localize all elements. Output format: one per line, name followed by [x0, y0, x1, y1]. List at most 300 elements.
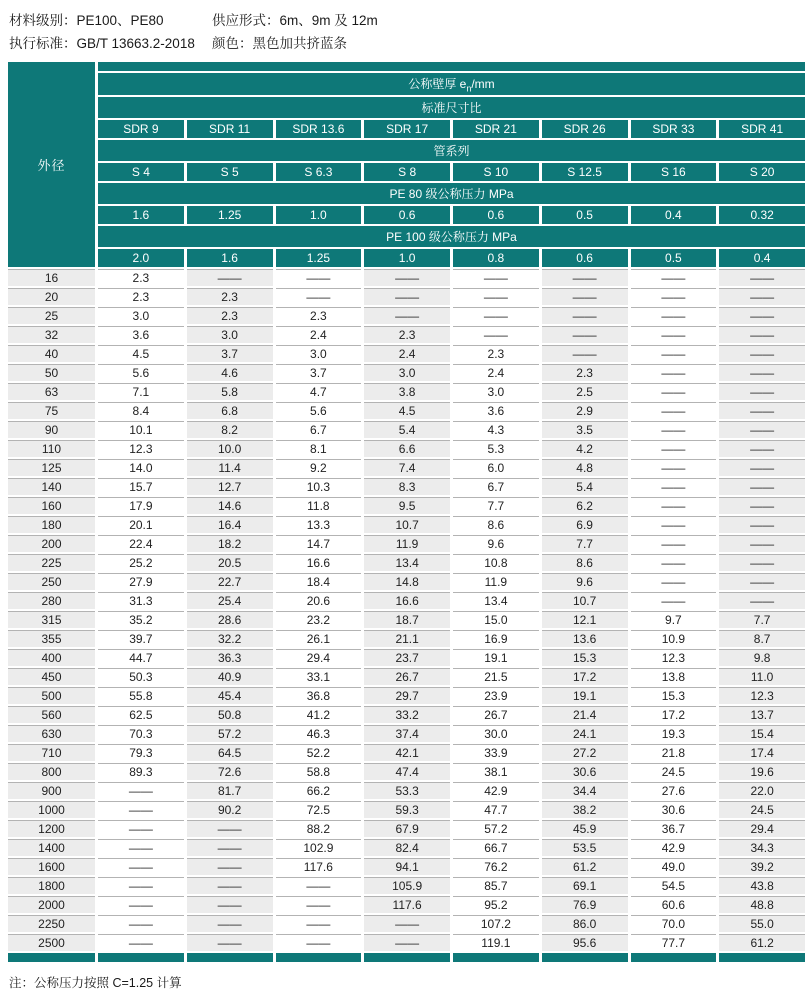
bottom-bar-segment — [628, 951, 717, 962]
thickness-cell: 6.0 — [450, 457, 539, 476]
od-value: 110 — [8, 438, 95, 457]
thickness-cell: 5.6 — [273, 400, 362, 419]
thickness-cell: 8.4 — [95, 400, 184, 419]
thickness-cell: —— — [539, 324, 628, 343]
table-row — [8, 894, 805, 913]
pe100-pressure-value: 0.5 — [628, 247, 717, 267]
thickness-cell: 18.4 — [273, 571, 362, 590]
info-line-1 — [9, 9, 812, 32]
thickness-cell: 27.6 — [628, 780, 717, 799]
thickness-cell: —— — [716, 571, 805, 590]
thickness-cell: 20.6 — [273, 590, 362, 609]
thickness-cell: —— — [716, 457, 805, 476]
thickness-cell: —— — [628, 267, 717, 286]
thickness-cell: 62.5 — [95, 704, 184, 723]
table-row — [8, 761, 805, 780]
thickness-cell: 31.3 — [95, 590, 184, 609]
thickness-cell: 4.5 — [361, 400, 450, 419]
thickness-cell: 26.7 — [450, 704, 539, 723]
wall-thickness-title: 公称壁厚 $e_n/mm$ — [95, 71, 805, 95]
thickness-cell: 7.1 — [95, 381, 184, 400]
thickness-cell: —— — [184, 875, 273, 894]
thickness-cell: —— — [273, 894, 362, 913]
thickness-cell: 23.9 — [450, 685, 539, 704]
od-value: 560 — [8, 704, 95, 723]
thickness-cell: 12.3 — [716, 685, 805, 704]
thickness-cell: —— — [716, 362, 805, 381]
thickness-cell: 2.3 — [95, 286, 184, 305]
thickness-cell: 47.7 — [450, 799, 539, 818]
thickness-cell: 4.5 — [95, 343, 184, 362]
table-row — [8, 609, 805, 628]
thickness-cell: 19.1 — [539, 685, 628, 704]
od-value: 1800 — [8, 875, 95, 894]
table-row — [8, 913, 805, 932]
od-value: 1200 — [8, 818, 95, 837]
thickness-cell: 55.0 — [716, 913, 805, 932]
thickness-cell: —— — [95, 932, 184, 951]
thickness-cell: 49.0 — [628, 856, 717, 875]
sdr-value: SDR 11 — [184, 118, 273, 138]
thickness-cell: 27.9 — [95, 571, 184, 590]
sdr-value: SDR 13.6 — [273, 118, 362, 138]
thickness-cell: 46.3 — [273, 723, 362, 742]
spec-table-header — [8, 62, 805, 267]
thickness-cell: 70.0 — [628, 913, 717, 932]
thickness-cell: —— — [184, 818, 273, 837]
thickness-cell: 53.3 — [361, 780, 450, 799]
table-row — [8, 476, 805, 495]
thickness-cell: 61.2 — [539, 856, 628, 875]
thickness-cell: 9.7 — [628, 609, 717, 628]
thickness-cell: —— — [184, 913, 273, 932]
table-row — [8, 305, 805, 324]
thickness-cell: —— — [716, 324, 805, 343]
pe100-pressure-value-row — [8, 247, 805, 267]
table-row — [8, 267, 805, 286]
od-value: 315 — [8, 609, 95, 628]
thickness-cell: 25.2 — [95, 552, 184, 571]
table-row — [8, 666, 805, 685]
info-line-2 — [9, 32, 812, 55]
thickness-cell: 13.6 — [539, 628, 628, 647]
thickness-cell: 33.1 — [273, 666, 362, 685]
table-row — [8, 514, 805, 533]
thickness-cell: 81.7 — [184, 780, 273, 799]
thickness-cell: 117.6 — [273, 856, 362, 875]
thickness-cell: 17.9 — [95, 495, 184, 514]
thickness-cell: —— — [184, 267, 273, 286]
thickness-cell: 10.1 — [95, 419, 184, 438]
thickness-cell: 2.3 — [450, 343, 539, 362]
thickness-cell: 18.7 — [361, 609, 450, 628]
thickness-cell: —— — [539, 343, 628, 362]
thickness-cell: —— — [628, 514, 717, 533]
thickness-cell: 14.6 — [184, 495, 273, 514]
thickness-cell: —— — [273, 875, 362, 894]
od-value: 355 — [8, 628, 95, 647]
thickness-cell: —— — [628, 381, 717, 400]
od-value: 140 — [8, 476, 95, 495]
thickness-cell: 37.4 — [361, 723, 450, 742]
thickness-cell: 17.4 — [716, 742, 805, 761]
sdr-value: SDR 33 — [628, 118, 717, 138]
bottom-bar-segment — [95, 951, 184, 962]
thickness-cell: 12.3 — [95, 438, 184, 457]
thickness-cell: 39.2 — [716, 856, 805, 875]
table-row — [8, 381, 805, 400]
material-grade-text: 材料级别：PE100、PE80 — [9, 13, 164, 28]
thickness-cell: —— — [716, 514, 805, 533]
thickness-cell: 2.4 — [450, 362, 539, 381]
thickness-cell: —— — [361, 267, 450, 286]
thickness-cell: 4.6 — [184, 362, 273, 381]
thickness-cell: 19.1 — [450, 647, 539, 666]
series-value: S 20 — [716, 161, 805, 181]
thickness-cell: 57.2 — [450, 818, 539, 837]
thickness-cell: 21.4 — [539, 704, 628, 723]
table-row — [8, 419, 805, 438]
thickness-cell: 60.6 — [628, 894, 717, 913]
thickness-cell: 117.6 — [361, 894, 450, 913]
thickness-cell: 70.3 — [95, 723, 184, 742]
thickness-cell: 23.2 — [273, 609, 362, 628]
table-row — [8, 780, 805, 799]
thickness-cell: 6.8 — [184, 400, 273, 419]
thickness-cell: —— — [628, 476, 717, 495]
thickness-cell: 36.3 — [184, 647, 273, 666]
thickness-cell: 5.6 — [95, 362, 184, 381]
thickness-cell: 19.3 — [628, 723, 717, 742]
table-row — [8, 533, 805, 552]
thickness-cell: 15.0 — [450, 609, 539, 628]
od-value: 63 — [8, 381, 95, 400]
thickness-cell: 2.3 — [273, 305, 362, 324]
thickness-cell: 18.2 — [184, 533, 273, 552]
thickness-cell: 22.7 — [184, 571, 273, 590]
pe80-pressure-value: 0.32 — [716, 204, 805, 224]
thickness-cell: 72.6 — [184, 761, 273, 780]
thickness-cell: 14.8 — [361, 571, 450, 590]
table-row — [8, 685, 805, 704]
table-bottom-bar-row — [8, 951, 805, 962]
bottom-bar-segment — [8, 951, 95, 962]
thickness-cell: 3.7 — [273, 362, 362, 381]
thickness-cell: —— — [184, 837, 273, 856]
thickness-cell: 5.4 — [361, 419, 450, 438]
thickness-cell: 6.6 — [361, 438, 450, 457]
thickness-cell: 15.7 — [95, 476, 184, 495]
sdr-value-row — [8, 118, 805, 138]
thickness-cell: —— — [450, 305, 539, 324]
thickness-cell: 13.3 — [273, 514, 362, 533]
thickness-cell: —— — [628, 419, 717, 438]
thickness-cell: —— — [361, 286, 450, 305]
thickness-cell: 11.8 — [273, 495, 362, 514]
thickness-cell: 2.9 — [539, 400, 628, 419]
thickness-cell: —— — [628, 457, 717, 476]
pe80-pressure-value: 1.6 — [95, 204, 184, 224]
thickness-cell: 10.7 — [539, 590, 628, 609]
thickness-cell: 15.3 — [628, 685, 717, 704]
thickness-cell: —— — [716, 495, 805, 514]
od-value: 1400 — [8, 837, 95, 856]
thickness-cell: 90.2 — [184, 799, 273, 818]
thickness-cell: —— — [716, 286, 805, 305]
thickness-cell: 95.2 — [450, 894, 539, 913]
od-value: 20 — [8, 286, 95, 305]
thickness-cell: 9.6 — [450, 533, 539, 552]
thickness-cell: —— — [273, 913, 362, 932]
thickness-cell: 45.4 — [184, 685, 273, 704]
thickness-cell: 14.7 — [273, 533, 362, 552]
pe100-pressure-value: 2.0 — [95, 247, 184, 267]
table-row — [8, 343, 805, 362]
thickness-cell: 20.5 — [184, 552, 273, 571]
bottom-bar-segment — [273, 951, 362, 962]
pe80-pressure-title-row — [8, 181, 805, 204]
thickness-cell: 3.5 — [539, 419, 628, 438]
thickness-cell: 9.5 — [361, 495, 450, 514]
pe80-pressure-value-row — [8, 204, 805, 224]
table-row — [8, 837, 805, 856]
thickness-cell: 29.4 — [716, 818, 805, 837]
thickness-cell: 6.7 — [450, 476, 539, 495]
thickness-cell: 47.4 — [361, 761, 450, 780]
thickness-cell: 33.2 — [361, 704, 450, 723]
table-row — [8, 495, 805, 514]
spec-table-body — [8, 267, 805, 951]
pe80-pressure-value: 1.25 — [184, 204, 273, 224]
thickness-cell: 22.4 — [95, 533, 184, 552]
thickness-cell: —— — [95, 913, 184, 932]
thickness-cell: —— — [628, 400, 717, 419]
od-value: 2000 — [8, 894, 95, 913]
pe100-pressure-title-row — [8, 224, 805, 247]
thickness-cell: 66.7 — [450, 837, 539, 856]
footnote: 注：公称压力按照 C=1.25 计算 — [9, 976, 182, 991]
thickness-cell: 33.9 — [450, 742, 539, 761]
thickness-cell: 7.4 — [361, 457, 450, 476]
table-row — [8, 647, 805, 666]
spec-table-footer — [8, 951, 805, 962]
thickness-cell: 54.5 — [628, 875, 717, 894]
header-top-bar — [95, 62, 805, 71]
thickness-cell: —— — [716, 400, 805, 419]
thickness-cell: 10.9 — [628, 628, 717, 647]
sdr-value: SDR 9 — [95, 118, 184, 138]
od-value: 1600 — [8, 856, 95, 875]
thickness-cell: 4.2 — [539, 438, 628, 457]
thickness-cell: 8.6 — [450, 514, 539, 533]
series-value: S 4 — [95, 161, 184, 181]
thickness-cell: 53.5 — [539, 837, 628, 856]
sdr-value: SDR 41 — [716, 118, 805, 138]
table-row — [8, 818, 805, 837]
thickness-cell: 32.2 — [184, 628, 273, 647]
od-value: 75 — [8, 400, 95, 419]
thickness-cell: 30.0 — [450, 723, 539, 742]
thickness-cell: 3.0 — [273, 343, 362, 362]
thickness-cell: —— — [716, 267, 805, 286]
thickness-cell: 13.8 — [628, 666, 717, 685]
thickness-cell: 36.8 — [273, 685, 362, 704]
thickness-cell: 3.0 — [361, 362, 450, 381]
thickness-cell: —— — [184, 932, 273, 951]
pipe-series-title-row — [8, 138, 805, 161]
thickness-cell: —— — [273, 267, 362, 286]
thickness-cell: 43.8 — [716, 875, 805, 894]
thickness-cell: 3.8 — [361, 381, 450, 400]
thickness-cell: —— — [628, 362, 717, 381]
pipe-spec-table — [8, 62, 805, 962]
od-value: 160 — [8, 495, 95, 514]
thickness-cell: —— — [716, 533, 805, 552]
od-value: 200 — [8, 533, 95, 552]
outer-diameter-header: 外径 — [8, 62, 95, 267]
thickness-cell: 67.9 — [361, 818, 450, 837]
sdr-ratio-title-row — [8, 95, 805, 118]
od-value: 16 — [8, 267, 95, 286]
thickness-cell: —— — [716, 552, 805, 571]
table-row — [8, 552, 805, 571]
thickness-cell: 17.2 — [539, 666, 628, 685]
thickness-cell: —— — [716, 343, 805, 362]
thickness-cell: 69.1 — [539, 875, 628, 894]
thickness-cell: —— — [273, 286, 362, 305]
thickness-cell: 21.8 — [628, 742, 717, 761]
thickness-cell: —— — [628, 571, 717, 590]
thickness-cell: 6.2 — [539, 495, 628, 514]
thickness-cell: 28.6 — [184, 609, 273, 628]
thickness-cell: 102.9 — [273, 837, 362, 856]
thickness-cell: 41.2 — [273, 704, 362, 723]
od-value: 250 — [8, 571, 95, 590]
thickness-cell: 2.3 — [361, 324, 450, 343]
thickness-cell: 2.3 — [184, 305, 273, 324]
thickness-cell: 52.2 — [273, 742, 362, 761]
od-value: 400 — [8, 647, 95, 666]
series-value: S 5 — [184, 161, 273, 181]
thickness-cell: —— — [628, 286, 717, 305]
pe80-pressure-title: PE 80 级公称压力 MPa — [95, 181, 805, 204]
thickness-cell: 2.3 — [539, 362, 628, 381]
pe100-pressure-value: 0.4 — [716, 247, 805, 267]
thickness-cell: 5.8 — [184, 381, 273, 400]
thickness-cell: 10.7 — [361, 514, 450, 533]
thickness-cell: —— — [184, 856, 273, 875]
thickness-cell: —— — [628, 343, 717, 362]
od-value: 710 — [8, 742, 95, 761]
pe80-pressure-value: 1.0 — [273, 204, 362, 224]
od-value: 40 — [8, 343, 95, 362]
od-value: 280 — [8, 590, 95, 609]
thickness-cell: —— — [95, 894, 184, 913]
product-info-block — [0, 0, 812, 55]
thickness-cell: 95.6 — [539, 932, 628, 951]
thickness-cell: 36.7 — [628, 818, 717, 837]
thickness-cell: 9.6 — [539, 571, 628, 590]
thickness-cell: 19.6 — [716, 761, 805, 780]
sdr-value: SDR 26 — [539, 118, 628, 138]
thickness-cell: —— — [716, 438, 805, 457]
thickness-cell: 3.0 — [95, 305, 184, 324]
od-value: 90 — [8, 419, 95, 438]
thickness-cell: 50.3 — [95, 666, 184, 685]
od-value: 180 — [8, 514, 95, 533]
thickness-cell: 10.0 — [184, 438, 273, 457]
thickness-cell: 66.2 — [273, 780, 362, 799]
thickness-cell: —— — [184, 894, 273, 913]
table-row — [8, 723, 805, 742]
thickness-cell: 3.6 — [95, 324, 184, 343]
thickness-cell: 3.0 — [184, 324, 273, 343]
thickness-cell: 34.3 — [716, 837, 805, 856]
thickness-cell: —— — [95, 799, 184, 818]
od-value: 225 — [8, 552, 95, 571]
thickness-cell: 23.7 — [361, 647, 450, 666]
thickness-cell: 7.7 — [450, 495, 539, 514]
thickness-cell: 77.7 — [628, 932, 717, 951]
thickness-cell: —— — [539, 267, 628, 286]
table-row — [8, 799, 805, 818]
pe100-pressure-title: PE 100 级公称压力 MPa — [95, 224, 805, 247]
pe80-pressure-value: 0.6 — [361, 204, 450, 224]
thickness-cell: 20.1 — [95, 514, 184, 533]
thickness-cell: 11.4 — [184, 457, 273, 476]
od-value: 1000 — [8, 799, 95, 818]
thickness-cell: —— — [716, 419, 805, 438]
od-value: 32 — [8, 324, 95, 343]
thickness-cell: 107.2 — [450, 913, 539, 932]
od-value: 2250 — [8, 913, 95, 932]
thickness-cell: 3.6 — [450, 400, 539, 419]
thickness-cell: 35.2 — [95, 609, 184, 628]
thickness-cell: 15.3 — [539, 647, 628, 666]
thickness-cell: 11.9 — [450, 571, 539, 590]
od-value: 500 — [8, 685, 95, 704]
thickness-cell: 17.2 — [628, 704, 717, 723]
thickness-cell: 11.9 — [361, 533, 450, 552]
thickness-cell: 4.8 — [539, 457, 628, 476]
od-value: 50 — [8, 362, 95, 381]
thickness-cell: 8.2 — [184, 419, 273, 438]
thickness-cell: 57.2 — [184, 723, 273, 742]
table-row — [8, 457, 805, 476]
thickness-cell: —— — [273, 932, 362, 951]
wall-thickness-title-row — [8, 71, 805, 95]
thickness-cell: 16.9 — [450, 628, 539, 647]
thickness-cell: 39.7 — [95, 628, 184, 647]
table-row — [8, 590, 805, 609]
thickness-cell: 15.4 — [716, 723, 805, 742]
sdr-value: SDR 21 — [450, 118, 539, 138]
thickness-cell: —— — [361, 913, 450, 932]
thickness-cell: —— — [628, 590, 717, 609]
table-row — [8, 571, 805, 590]
od-value: 800 — [8, 761, 95, 780]
thickness-cell: 16.6 — [361, 590, 450, 609]
thickness-cell: 76.2 — [450, 856, 539, 875]
table-row — [8, 400, 805, 419]
table-row — [8, 932, 805, 951]
thickness-cell: 79.3 — [95, 742, 184, 761]
thickness-cell: 8.1 — [273, 438, 362, 457]
thickness-cell: 5.3 — [450, 438, 539, 457]
thickness-cell: 38.2 — [539, 799, 628, 818]
thickness-cell: 29.7 — [361, 685, 450, 704]
thickness-cell: 89.3 — [95, 761, 184, 780]
